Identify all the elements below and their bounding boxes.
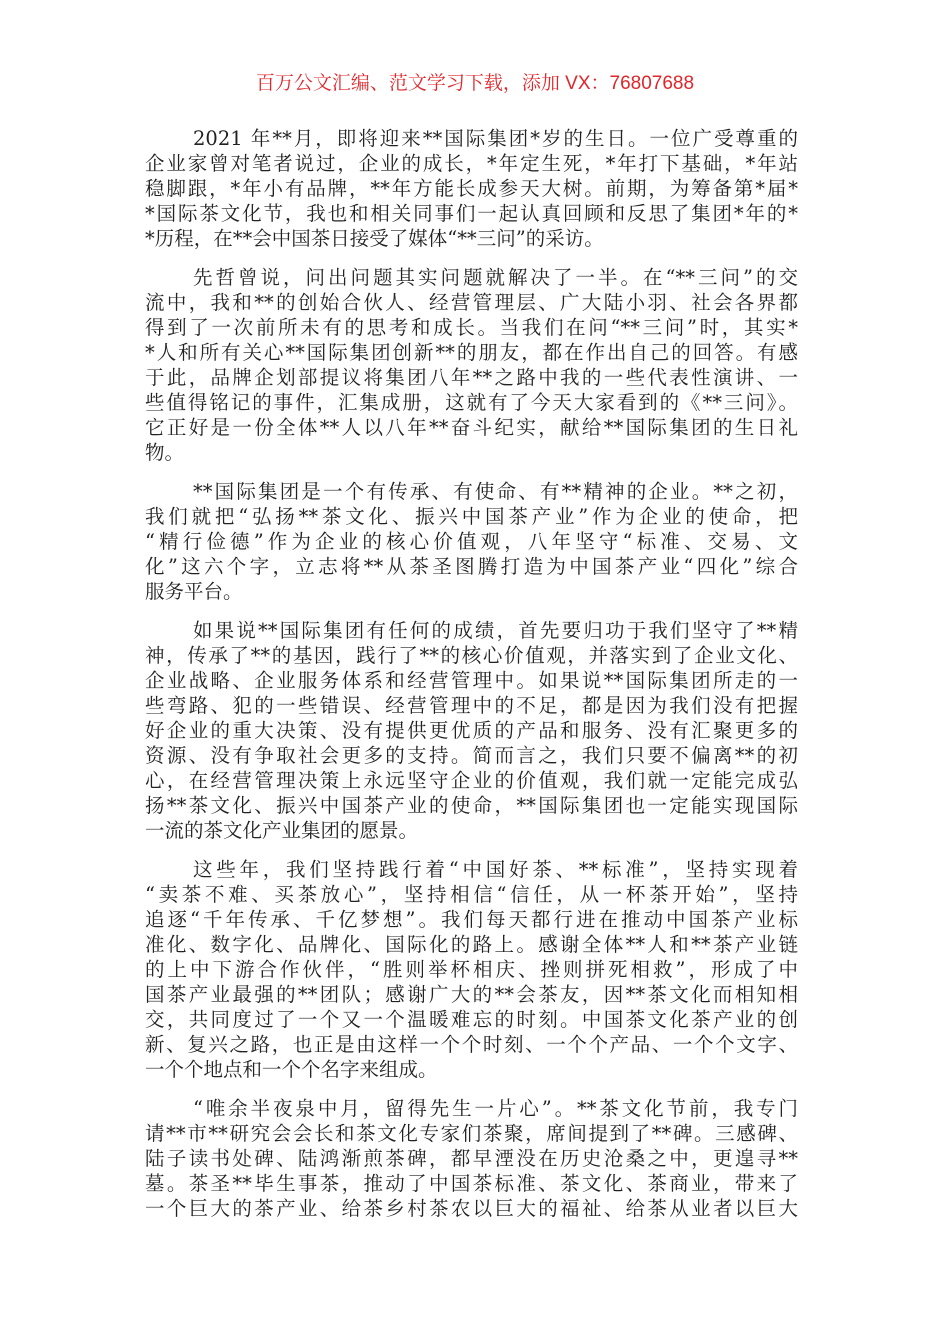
text-line: 追逐“千年传承、千亿梦想”。我们每天都行进在推动中国茶产业标	[145, 908, 798, 931]
text-line: 国茶产业最强的**团队；感谢广大的**会茶友，因**茶文化而相知相	[145, 983, 798, 1006]
paragraph	[145, 479, 798, 604]
text-line: 请**市**研究会会长和茶文化专家们茶聚，席间提到了**碑。三感碑、	[145, 1122, 798, 1145]
text-line: 企业家曾对笔者说过，企业的成长，*年定生死，*年打下基础，*年站	[145, 152, 798, 175]
text-line: 它正好是一份全体**人以八年**奋斗纪实，献给**国际集团的生日礼	[145, 416, 798, 439]
text-line: 于此，品牌企划部提议将集团八年**之路中我的一些代表性演讲、一	[145, 366, 798, 389]
text-line: 心，在经营管理决策上永远坚守企业的价值观，我们就一定能完成弘	[145, 769, 798, 792]
text-line: 交，共同度过了一个又一个温暖难忘的时刻。中国茶文化茶产业的创	[145, 1008, 798, 1031]
text-line: 准化、数字化、品牌化、国际化的路上。感谢全体**人和**茶产业链	[145, 933, 798, 956]
text-line: 先哲曾说，问出问题其实问题就解决了一半。在“**三问”的交	[193, 266, 798, 289]
text-line: 企业战略、企业服务体系和经营管理中。如果说**国际集团所走的一	[145, 669, 798, 692]
text-line: 些值得铭记的事件，汇集成册，这就有了今天大家看到的《**三问》。	[145, 391, 798, 414]
text-line: 化”这六个字，立志将**从茶圣图腾打造为中国茶产业“四化”综合	[145, 555, 798, 578]
text-line: 一流的茶文化产业集团的愿景。	[145, 819, 419, 842]
paragraph	[145, 618, 798, 843]
paragraph	[145, 265, 798, 465]
text-line: 好企业的重大决策、没有提供更优质的产品和服务、没有汇聚更多的	[145, 719, 798, 742]
text-line: 得到了一次前所未有的思考和成长。当我们在问“**三问”时，其实*	[145, 316, 798, 339]
text-line: **国际集团是一个有传承、有使命、有**精神的企业。**之初，	[193, 480, 798, 503]
text-line: 如果说**国际集团有任何的成绩，首先要归功于我们坚守了**精	[193, 619, 798, 642]
text-line: 扬**茶文化、振兴中国茶产业的使命，**国际集团也一定能实现国际	[145, 794, 798, 817]
text-line: 的上中下游合作伙伴，“胜则举杯相庆、挫则拼死相救”，形成了中	[145, 958, 798, 981]
text-line: “唯余半夜泉中月，留得先生一片心”。**茶文化节前，我专门	[193, 1097, 798, 1120]
text-line: 些弯路、犯的一些错误、经营管理中的不足，都是因为我们没有把握	[145, 694, 798, 717]
text-line: 陆子读书处碑、陆鸿渐煎茶碑，都早湮没在历史沧桑之中，更遑寻**	[145, 1147, 798, 1170]
paragraph	[145, 1096, 798, 1221]
paragraph	[145, 857, 798, 1082]
text-line: *人和所有关心**国际集团创新**的朋友，都在作出自己的回答。有感	[145, 341, 798, 364]
paragraph	[145, 126, 798, 251]
text-line: 流中，我和**的创始合伙人、经营管理层、广大陆小羽、社会各界都	[145, 291, 798, 314]
document-body	[145, 126, 798, 1235]
text-line: 物。	[145, 441, 185, 464]
text-line: 一个个地点和一个个名字来组成。	[145, 1058, 438, 1081]
text-line: “精行俭德”作为企业的核心价值观，八年坚守“标准、交易、文	[145, 530, 798, 553]
text-line: *国际茶文化节，我也和相关同事们一起认真回顾和反思了集团*年的*	[145, 202, 798, 225]
text-line: “卖茶不难、买茶放心”，坚持相信“信任，从一杯茶开始”，坚持	[145, 883, 798, 906]
text-line: 墓。茶圣**毕生事茶，推动了中国茶标准、茶文化、茶商业，带来了	[145, 1172, 798, 1195]
text-line: *历程，在**会中国茶日接受了媒体“**三问”的采访。	[145, 227, 604, 250]
watermark-header: 百万公文汇编、范文学习下载，添加 VX：76807688	[255, 73, 695, 94]
text-line: 服务平台。	[145, 580, 243, 603]
text-line: 稳脚跟，*年小有品牌，**年方能长成参天大树。前期，为筹备第*届*	[145, 177, 798, 200]
text-line: 我们就把“弘扬**茶文化、振兴中国茶产业”作为企业的使命，把	[145, 505, 798, 528]
text-line: 神，传承了**的基因，践行了**的核心价值观，并落实到了企业文化、	[145, 644, 798, 667]
text-line: 资源、没有争取社会更多的支持。简而言之，我们只要不偏离**的初	[145, 744, 798, 767]
text-line: 这些年，我们坚持践行着“中国好茶、**标准”，坚持实现着	[193, 858, 798, 881]
text-line: 新、复兴之路，也正是由这样一个个时刻、一个个产品、一个个文字、	[145, 1033, 798, 1056]
text-line: 2021 年**月，即将迎来**国际集团*岁的生日。一位广受尊重的	[193, 127, 798, 150]
text-line: 一个巨大的茶产业、给茶乡村茶农以巨大的福祉、给茶从业者以巨大	[145, 1197, 798, 1220]
